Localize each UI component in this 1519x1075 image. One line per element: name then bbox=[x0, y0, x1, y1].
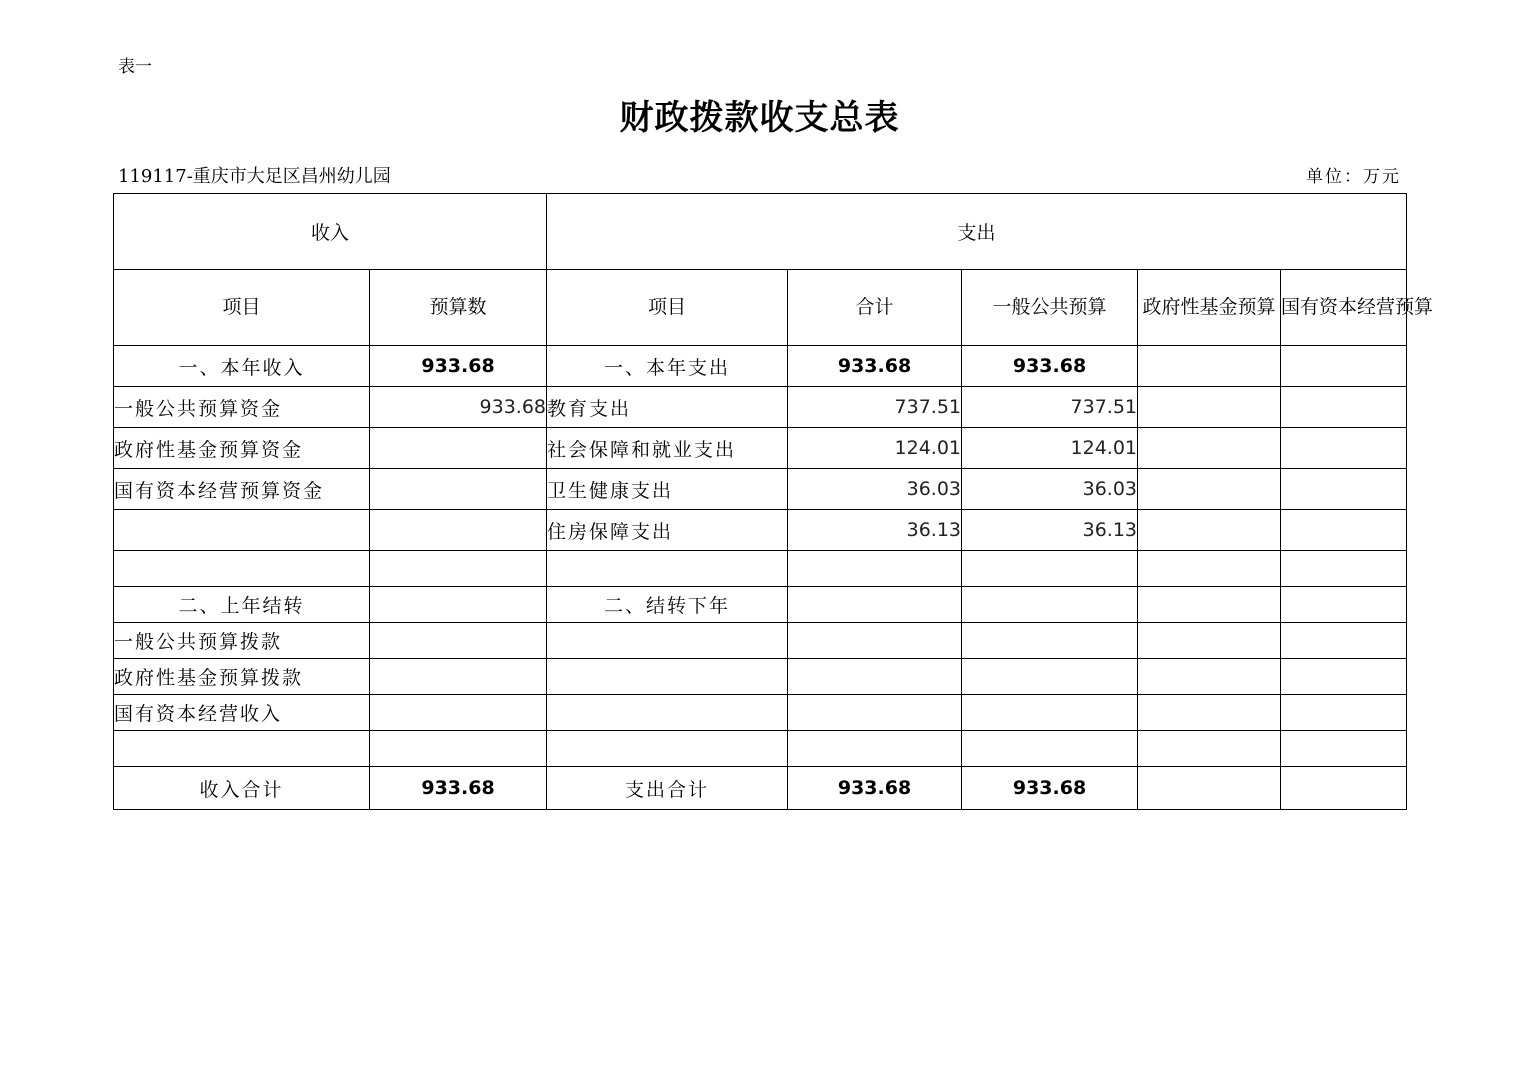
cell-general-budget: 36.13 bbox=[962, 510, 1138, 551]
cell-expense-item: 教育支出 bbox=[547, 387, 788, 428]
cell-general-budget bbox=[962, 623, 1138, 659]
cell-income-item: 二、上年结转 bbox=[114, 587, 370, 623]
cell-expense-item bbox=[547, 551, 788, 587]
unit-label: 单位：万元 bbox=[1306, 167, 1401, 187]
income-header: 收入 bbox=[114, 194, 547, 270]
table-row bbox=[114, 469, 1407, 510]
cell-income-item bbox=[114, 551, 370, 587]
cell-general-budget: 124.01 bbox=[962, 428, 1138, 469]
cell-gov-fund-budget bbox=[1138, 623, 1281, 659]
cell-expense-total-label: 支出合计 bbox=[547, 767, 788, 810]
cell-income-item: 政府性基金预算资金 bbox=[114, 428, 370, 469]
table-row bbox=[114, 346, 1407, 387]
cell-gov-fund-budget bbox=[1138, 551, 1281, 587]
sheet-label: 表一 bbox=[118, 57, 152, 77]
cell-total bbox=[788, 731, 962, 767]
cell-gov-fund-budget bbox=[1138, 428, 1281, 469]
cell-total: 933.68 bbox=[788, 767, 962, 810]
header-row-2 bbox=[114, 270, 1407, 346]
cell-expense-item: 一、本年支出 bbox=[547, 346, 788, 387]
table-row bbox=[114, 659, 1407, 695]
budget-table bbox=[113, 193, 1434, 810]
cell-general-budget: 933.68 bbox=[962, 346, 1138, 387]
table-row bbox=[114, 695, 1407, 731]
cell-state-capital-budget bbox=[1281, 587, 1407, 623]
cell-gov-fund-budget bbox=[1138, 510, 1281, 551]
cell-total: 124.01 bbox=[788, 428, 962, 469]
cell-state-capital-budget bbox=[1281, 551, 1407, 587]
cell-expense-item: 二、结转下年 bbox=[547, 587, 788, 623]
expense-header: 支出 bbox=[547, 194, 1407, 270]
cell-income-budget bbox=[370, 469, 547, 510]
cell-expense-item bbox=[547, 731, 788, 767]
cell-expense-item: 卫生健康支出 bbox=[547, 469, 788, 510]
table-row bbox=[114, 428, 1407, 469]
expense-item-header: 项目 bbox=[547, 270, 788, 346]
totals-row bbox=[114, 767, 1407, 810]
cell-income-total-label: 收入合计 bbox=[114, 767, 370, 810]
cell-income-item: 国有资本经营收入 bbox=[114, 695, 370, 731]
state-capital-budget-header: 国有资本经营预算 bbox=[1281, 270, 1407, 346]
organization-name: 119117-重庆市大足区昌州幼儿园 bbox=[118, 166, 391, 187]
table-row bbox=[114, 587, 1407, 623]
cell-general-budget bbox=[962, 695, 1138, 731]
cell-general-budget bbox=[962, 587, 1138, 623]
cell-expense-item bbox=[547, 623, 788, 659]
cell-income-budget bbox=[370, 551, 547, 587]
cell-total: 36.03 bbox=[788, 469, 962, 510]
cell-income-budget bbox=[370, 659, 547, 695]
cell-total bbox=[788, 623, 962, 659]
cell-gov-fund-budget bbox=[1138, 695, 1281, 731]
table-row bbox=[114, 623, 1407, 659]
gov-fund-budget-header: 政府性基金预算 bbox=[1138, 270, 1281, 346]
cell-general-budget: 36.03 bbox=[962, 469, 1138, 510]
cell-general-budget bbox=[962, 731, 1138, 767]
cell-state-capital-budget bbox=[1281, 767, 1407, 810]
cell-general-budget bbox=[962, 551, 1138, 587]
cell-total: 933.68 bbox=[788, 346, 962, 387]
cell-expense-item bbox=[547, 659, 788, 695]
cell-income-item: 国有资本经营预算资金 bbox=[114, 469, 370, 510]
header-row-1 bbox=[114, 194, 1407, 270]
cell-income-total: 933.68 bbox=[370, 767, 547, 810]
cell-state-capital-budget bbox=[1281, 469, 1407, 510]
cell-general-budget: 933.68 bbox=[962, 767, 1138, 810]
cell-state-capital-budget bbox=[1281, 428, 1407, 469]
cell-income-budget bbox=[370, 428, 547, 469]
cell-income-budget: 933.68 bbox=[370, 387, 547, 428]
cell-state-capital-budget bbox=[1281, 510, 1407, 551]
cell-state-capital-budget bbox=[1281, 346, 1407, 387]
cell-income-budget bbox=[370, 510, 547, 551]
cell-gov-fund-budget bbox=[1138, 469, 1281, 510]
cell-state-capital-budget bbox=[1281, 659, 1407, 695]
cell-income-budget bbox=[370, 623, 547, 659]
cell-income-budget: 933.68 bbox=[370, 346, 547, 387]
cell-expense-item bbox=[547, 695, 788, 731]
cell-income-item: 一般公共预算资金 bbox=[114, 387, 370, 428]
cell-gov-fund-budget bbox=[1138, 731, 1281, 767]
income-item-header: 项目 bbox=[114, 270, 370, 346]
cell-total bbox=[788, 695, 962, 731]
cell-state-capital-budget bbox=[1281, 695, 1407, 731]
cell-gov-fund-budget bbox=[1138, 387, 1281, 428]
cell-expense-item: 住房保障支出 bbox=[547, 510, 788, 551]
cell-state-capital-budget bbox=[1281, 387, 1407, 428]
cell-total bbox=[788, 551, 962, 587]
cell-income-budget bbox=[370, 695, 547, 731]
cell-income-item: 一般公共预算拨款 bbox=[114, 623, 370, 659]
cell-general-budget: 737.51 bbox=[962, 387, 1138, 428]
cell-gov-fund-budget bbox=[1138, 659, 1281, 695]
cell-income-item bbox=[114, 510, 370, 551]
total-header: 合计 bbox=[788, 270, 962, 346]
cell-income-budget bbox=[370, 731, 547, 767]
cell-expense-item: 社会保障和就业支出 bbox=[547, 428, 788, 469]
cell-general-budget bbox=[962, 659, 1138, 695]
cell-income-budget bbox=[370, 587, 547, 623]
table-row bbox=[114, 731, 1407, 767]
cell-state-capital-budget bbox=[1281, 623, 1407, 659]
cell-total: 36.13 bbox=[788, 510, 962, 551]
cell-gov-fund-budget bbox=[1138, 587, 1281, 623]
table-row bbox=[114, 510, 1407, 551]
cell-gov-fund-budget bbox=[1138, 767, 1281, 810]
cell-income-item: 一、本年收入 bbox=[114, 346, 370, 387]
table-row bbox=[114, 551, 1407, 587]
cell-income-item: 政府性基金预算拨款 bbox=[114, 659, 370, 695]
cell-total bbox=[788, 587, 962, 623]
cell-income-item bbox=[114, 731, 370, 767]
table-row bbox=[114, 387, 1407, 428]
income-budget-header: 预算数 bbox=[370, 270, 547, 346]
page-title: 财政拨款收支总表 bbox=[619, 98, 900, 138]
general-budget-header: 一般公共预算 bbox=[962, 270, 1138, 346]
cell-state-capital-budget bbox=[1281, 731, 1407, 767]
cell-total: 737.51 bbox=[788, 387, 962, 428]
cell-total bbox=[788, 659, 962, 695]
cell-gov-fund-budget bbox=[1138, 346, 1281, 387]
